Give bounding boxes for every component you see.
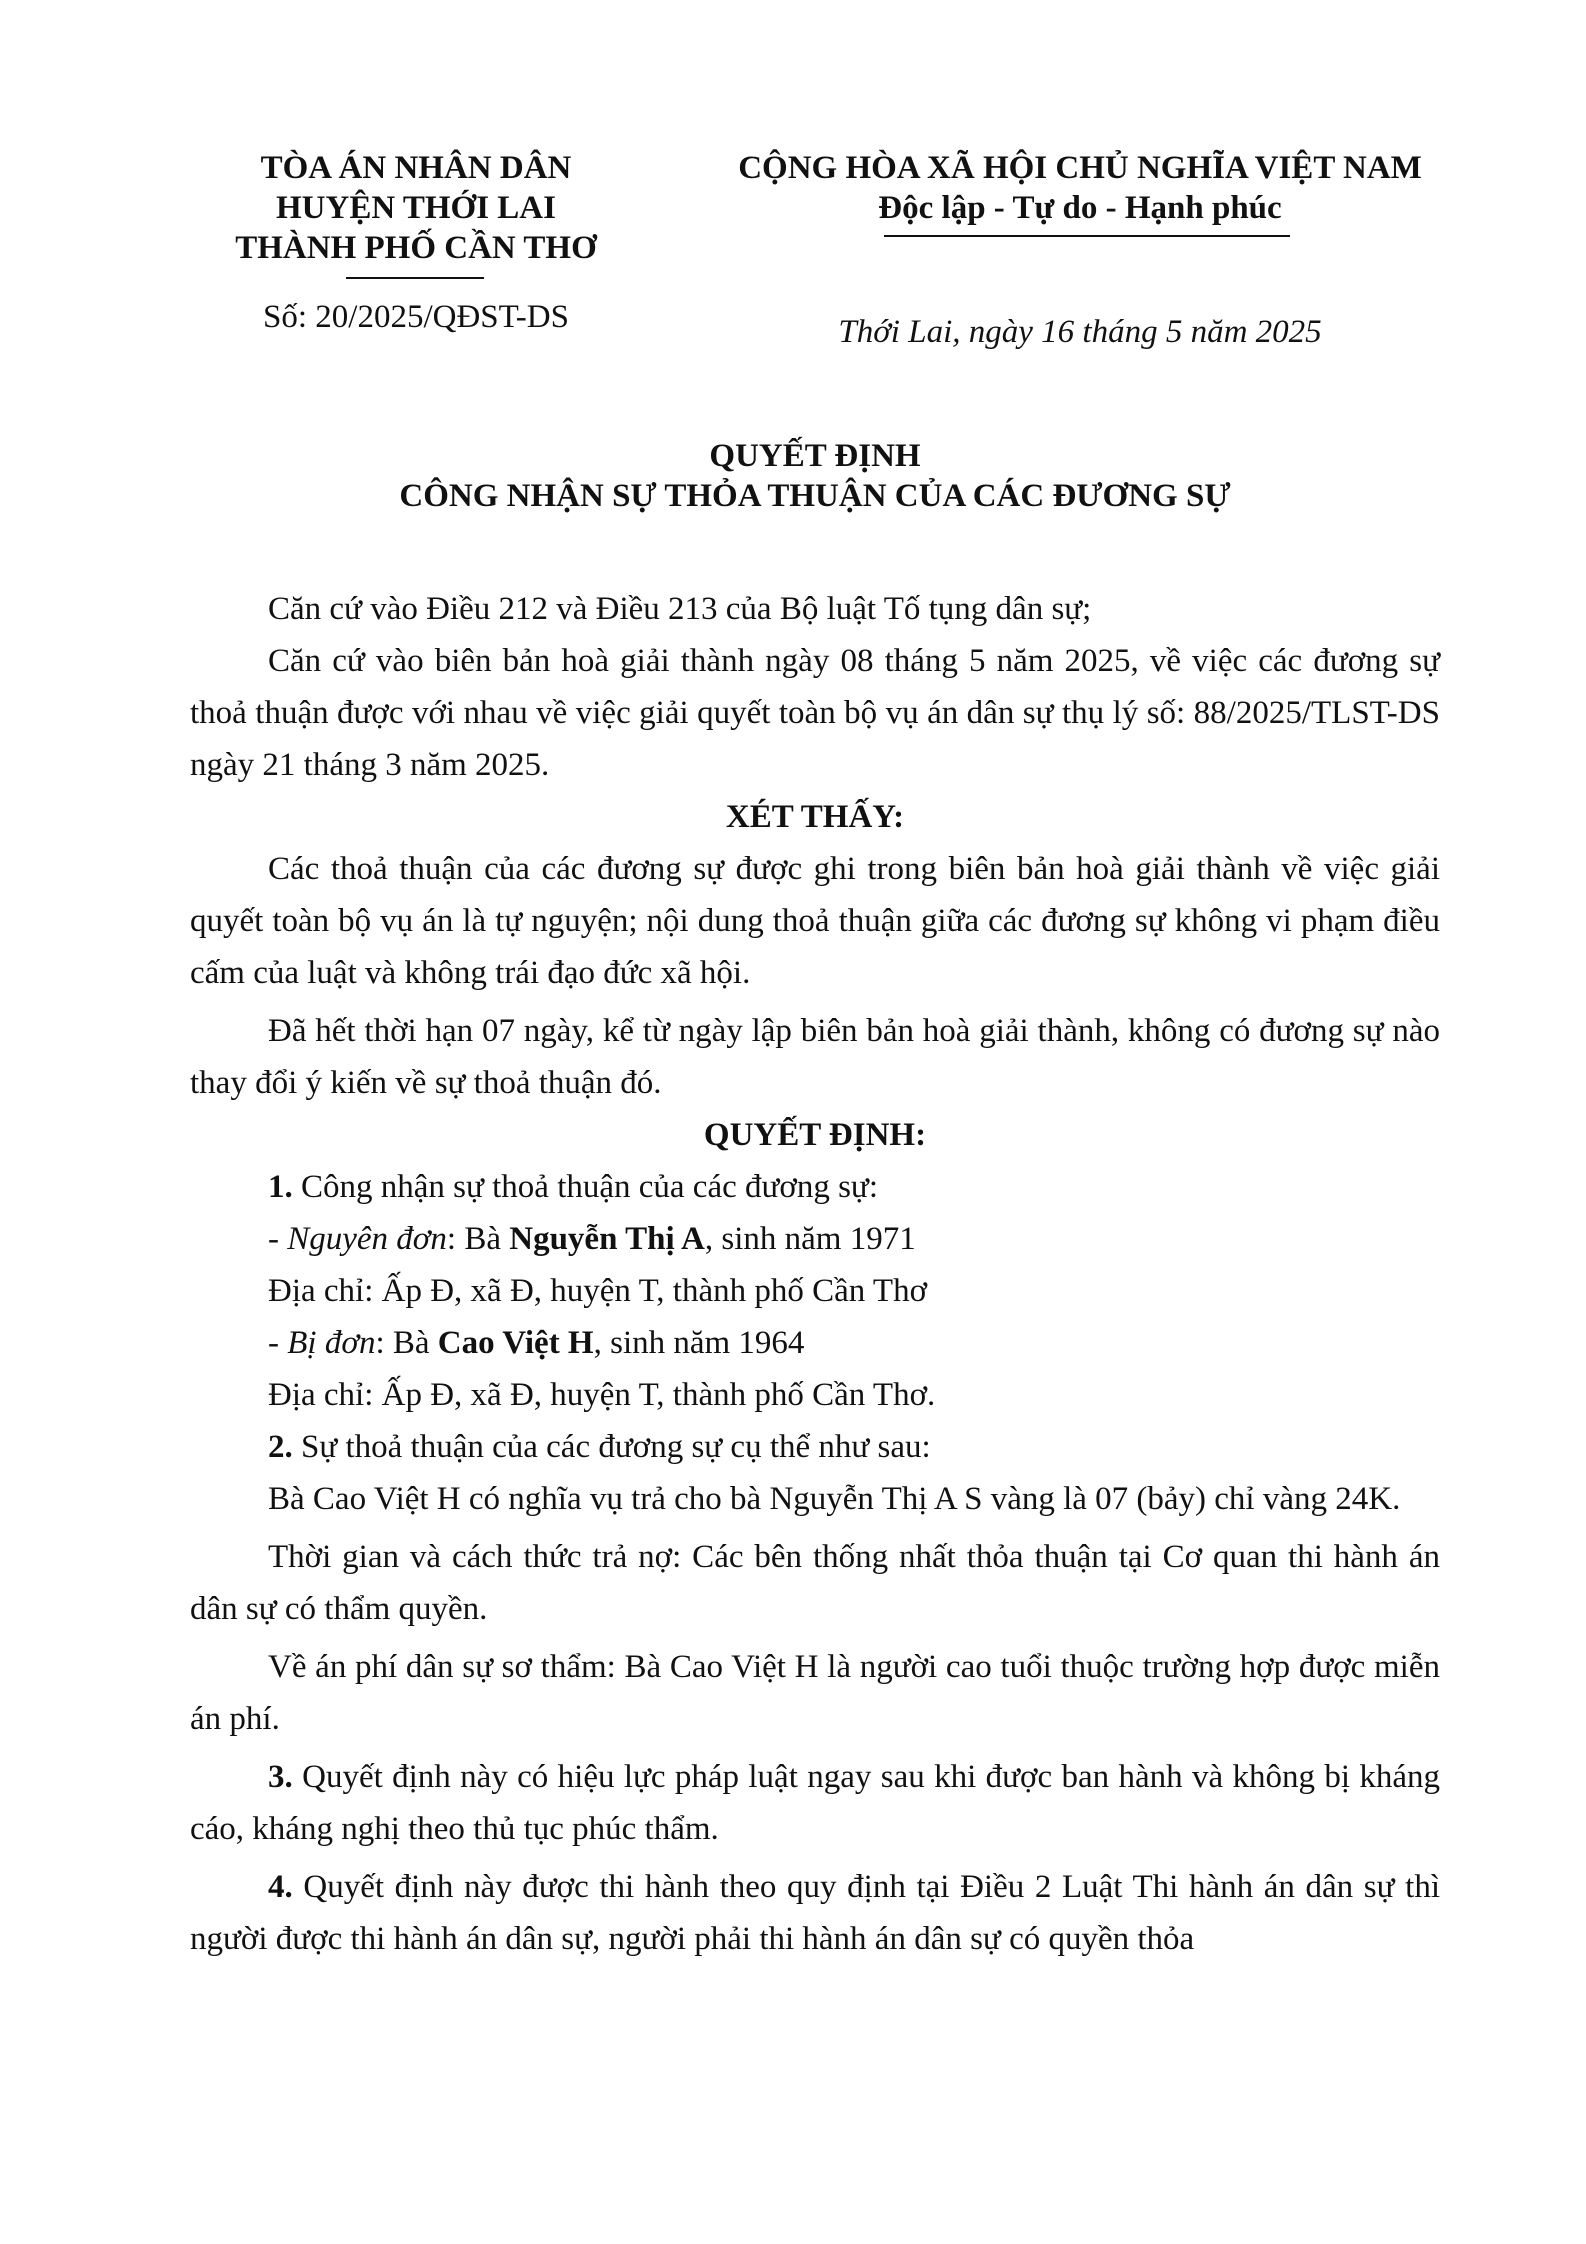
item-2-text: Sự thoả thuận của các đương sự cụ thể như sau: <box>292 1429 931 1465</box>
plaintiff-role: Nguyên đơn <box>287 1221 447 1257</box>
title-line-1: QUYẾT ĐỊNH <box>709 438 921 474</box>
item-3-number: 3. <box>268 1759 293 1795</box>
defendant-sep: : Bà <box>375 1325 438 1361</box>
item-1-number: 1. <box>268 1169 293 1205</box>
national-motto: Độc lập - Tự do - Hạnh phúc <box>878 190 1282 226</box>
defendant-address: Địa chỉ: Ấp Đ, xã Đ, huyện T, thành phố Cần Thơ. <box>268 1377 936 1413</box>
paragraph-findings-1: Các thoả thuận của các đương sự được ghi trong biên bản hoà giải thành về việc giải quyết toàn bộ vụ án là tự nguyện; nội dung thoả thuận giữa các đương sự không vi phạm điều cấm của luật và không trái đạo đức xã hội. <box>190 851 1440 991</box>
court-district: HUYỆN THỚI LAI <box>276 190 556 226</box>
national-header <box>700 148 1460 228</box>
court-header <box>196 148 636 268</box>
plaintiff-prefix: - <box>268 1221 288 1257</box>
item-4 <box>190 1861 1440 1965</box>
paragraph-court-fee: Về án phí dân sự sơ thẩm: Bà Cao Việt H là người cao tuổi thuộc trường hợp được miễn án phí. <box>190 1649 1440 1737</box>
defendant-prefix: - <box>268 1325 288 1361</box>
motto-underline <box>884 235 1290 237</box>
item-2-number: 2. <box>268 1429 293 1465</box>
heading-decision: QUYẾT ĐỊNH: <box>703 1117 927 1153</box>
heading-findings: XÉT THẤY: <box>725 799 905 835</box>
court-city: THÀNH PHỐ CẦN THƠ <box>235 230 597 266</box>
plaintiff-sep: : Bà <box>446 1221 510 1257</box>
plaintiff-birth: , sinh năm 1971 <box>704 1221 916 1257</box>
paragraph-obligation: Bà Cao Việt H có nghĩa vụ trả cho bà Nguyễn Thị A S vàng là 07 (bảy) chỉ vàng 24K. <box>268 1481 1401 1517</box>
plaintiff-name: Nguyễn Thị A <box>509 1221 705 1257</box>
court-header-underline <box>346 277 484 279</box>
item-1-text: Công nhận sự thoả thuận của các đương sự: <box>292 1169 878 1205</box>
paragraph-legal-basis-2: Căn cứ vào biên bản hoà giải thành ngày 08 tháng 5 năm 2025, về việc các đương sự thoả thuận được với nhau về việc giải quyết toàn bộ vụ án dân sự thụ lý số: 88/2025/TLST-DS ngày 21 tháng 3 năm 2025. <box>190 643 1440 783</box>
item-2 <box>190 1421 1440 1473</box>
place-date: Thới Lai, ngày 16 tháng 5 năm 2025 <box>838 314 1322 350</box>
item-4-number: 4. <box>268 1869 293 1905</box>
plaintiff-line <box>190 1213 1440 1265</box>
item-4-text: Quyết định này được thi hành theo quy định tại Điều 2 Luật Thi hành án dân sự thì người được thi hành án dân sự, người phải thi hành án dân sự có quyền thỏa <box>190 1869 1440 1957</box>
item-3-text: Quyết định này có hiệu lực pháp luật ngay sau khi được ban hành và không bị kháng cáo, kháng nghị theo thủ tục phúc thẩm. <box>190 1759 1440 1847</box>
document-body <box>190 583 1440 1965</box>
paragraph-legal-basis-1: Căn cứ vào Điều 212 và Điều 213 của Bộ luật Tố tụng dân sự; <box>268 591 1092 627</box>
document-number: Số: 20/2025/QĐST-DS <box>263 299 569 335</box>
defendant-line <box>190 1317 1440 1369</box>
court-name: TÒA ÁN NHÂN DÂN <box>260 150 572 186</box>
national-title: CỘNG HÒA XÃ HỘI CHỦ NGHĨA VIỆT NAM <box>738 150 1422 186</box>
title-line-2: CÔNG NHẬN SỰ THỎA THUẬN CỦA CÁC ĐƯƠNG SỰ <box>399 478 1231 514</box>
defendant-role: Bị đơn <box>287 1325 376 1361</box>
paragraph-payment-method: Thời gian và cách thức trả nợ: Các bên thống nhất thỏa thuận tại Cơ quan thi hành án dân sự có thẩm quyền. <box>190 1539 1440 1627</box>
plaintiff-address: Địa chỉ: Ấp Đ, xã Đ, huyện T, thành phố Cần Thơ <box>268 1273 928 1309</box>
paragraph-findings-2: Đã hết thời hạn 07 ngày, kể từ ngày lập biên bản hoà giải thành, không có đương sự nào thay đổi ý kiến về sự thoả thuận đó. <box>190 1013 1440 1101</box>
defendant-name: Cao Việt H <box>437 1325 594 1361</box>
item-1 <box>190 1161 1440 1213</box>
defendant-birth: , sinh năm 1964 <box>593 1325 805 1361</box>
item-3 <box>190 1751 1440 1855</box>
document-title <box>190 436 1440 516</box>
